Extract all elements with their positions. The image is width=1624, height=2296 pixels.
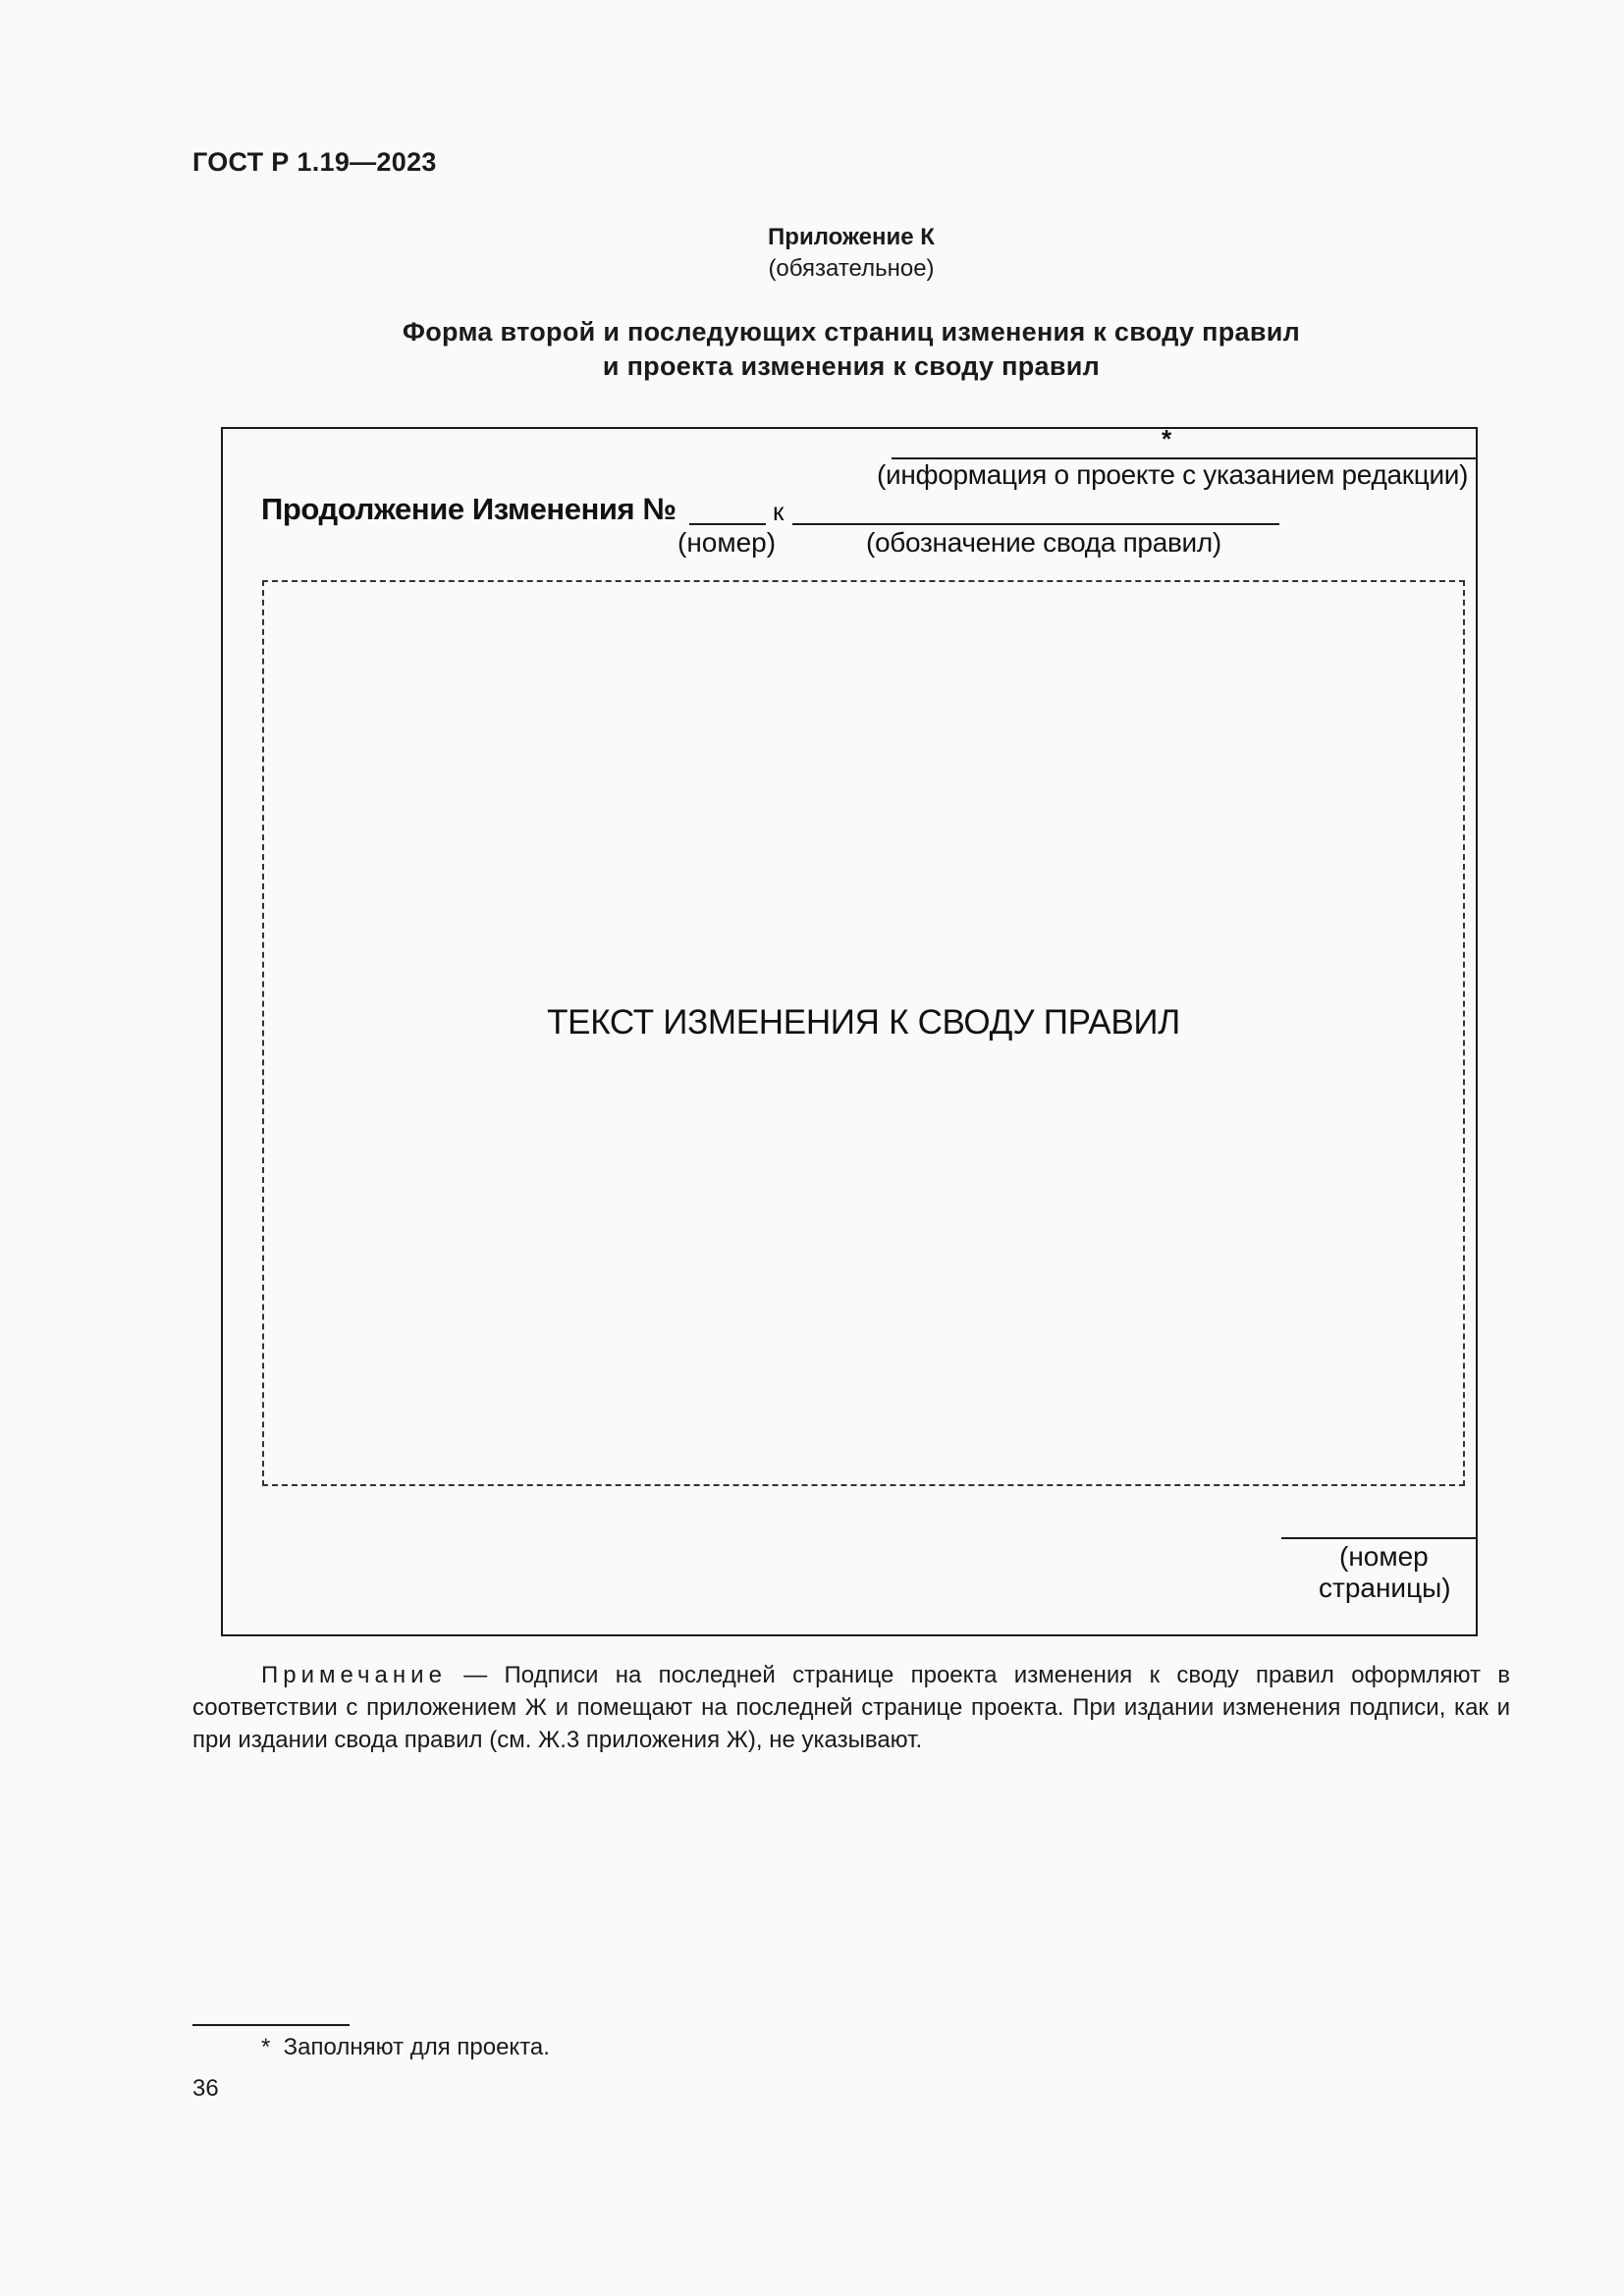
project-info-caption: (информация о проекте с указанием редакции) <box>877 459 1469 490</box>
note-text: — Подписи на последней странице проекта изменения к своду правил оформляют в соответствии с приложением Ж и помещают на последней странице проекта. При издании изменения подписи, как и при издании свода правил (см. Ж.3 приложения Ж), не указывают. <box>192 1662 1510 1753</box>
page-number-caption-1: (номер <box>1339 1541 1429 1572</box>
code-caption: (обозначение свода правил) <box>866 527 1221 558</box>
document-id-header: ГОСТ Р 1.19—2023 <box>192 147 437 177</box>
appendix-title: Приложение К <box>768 224 935 250</box>
footnote-text: * Заполняют для проекта. <box>261 2034 550 2060</box>
form-title-line-2: и проекта изменения к своду правил <box>602 351 1101 381</box>
number-blank-line <box>689 523 766 525</box>
asterisk-mark: * <box>1162 424 1172 454</box>
page-number-line <box>1281 1537 1478 1539</box>
note-label: Примечание <box>261 1662 447 1688</box>
number-caption: (номер) <box>677 527 777 558</box>
page-number: 36 <box>192 2075 219 2102</box>
appendix-status: (обязательное) <box>768 255 935 282</box>
footnote-separator <box>192 2024 350 2026</box>
code-blank-line <box>792 523 1279 525</box>
change-text-placeholder: ТЕКСТ ИЗМЕНЕНИЯ К СВОДУ ПРАВИЛ <box>547 1003 1180 1041</box>
continuation-label: Продолжение Изменения № <box>261 492 677 526</box>
page-number-caption-2: страницы) <box>1319 1573 1451 1603</box>
form-title-line-1: Форма второй и последующих страниц изменения к своду правил <box>402 317 1301 347</box>
note-paragraph <box>192 1659 1510 1756</box>
to-label: к <box>773 497 785 526</box>
